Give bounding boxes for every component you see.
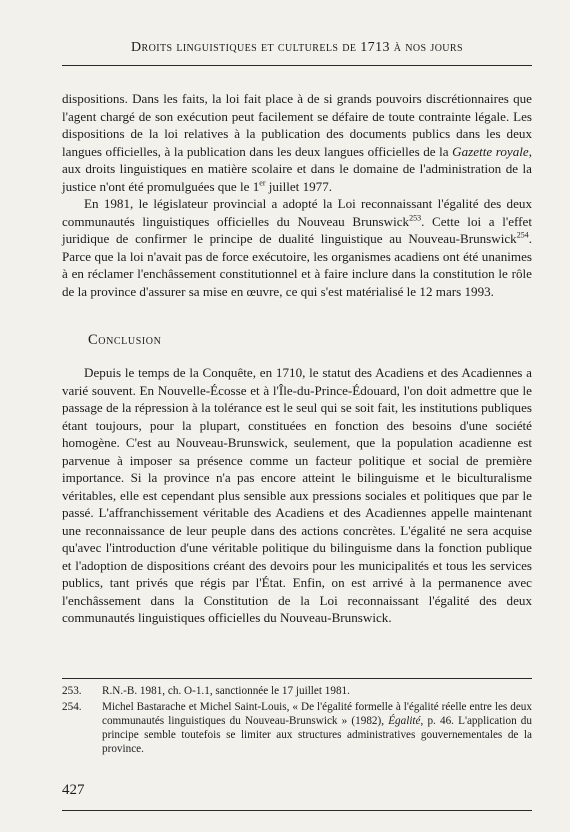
conclusion-paragraph: Depuis le temps de la Conquête, en 1710, le statut des Acadiens et des Acadiennes a varié souvent. En Nouvelle-Écosse et à l'Île-du-Prince-Édouard, l'on doit admettre que le passage de la répression à la tolérance est le seul qui se soit fait, les institutions publiques étant toujours, pour la plupart, constituées en fonction des besoins d'une société homogène. C'est au Nouveau-Brunswick, seulement, que la population acadienne est parvenue à imposer sa présence comme un facteur politique et social de première importance. Si la province n'a pas encore atteint le bilinguisme et le biculturalisme véritables, elle est cependant plus sensible aux pressions sociales et politiques que par le passé. L'affranchissement véritable des Acadiens et des Acadiennes appelle maintenant une reconnaissance de leur peuple dans des actions concrètes. L'égalité ne sera acquise qu'avec l'introduction d'une véritable politique du bilinguisme dans la fonction publique et l'adoption de dispositions créant des devoirs pour les municipalités et tous les services publics, tant privés que régis par l'État. Enfin, on est arrivé à la permanence avec l'enchâssement dans la Constitution de la Loi reconnaissant l'égalité des deux communautés linguistiques officielles du Nouveau-Brunswick. [62, 365, 532, 625]
running-title: Droits linguistiques et culturels de 1713 à nos jours [131, 40, 463, 55]
paragraph-1-text-cont: , aux droits linguistiques en matière scolaire et dans le domaine de l'administration de la justice n'ont été promulguées que le 1 [62, 143, 532, 194]
footnote-text-b: , p. 46. L'application du principe semble toutefois se limiter aux structures administratives gouvernementales de la province. [102, 715, 532, 755]
footnote-254 [62, 700, 532, 756]
conclusion-body [62, 364, 532, 627]
footnote-text-a: Michel Bastarache et Michel Saint-Louis, « De l'égalité formelle à l'égalité réelle entre les deux communautés linguistiques du Nouveau-Brunswick » (1982), [102, 701, 532, 727]
header-rule [62, 65, 532, 66]
footnote-text: R.N.-B. 1981, ch. O-1.1, sanctionnée le 17 juillet 1981. [102, 685, 350, 697]
page-number: 427 [62, 782, 85, 798]
footnote-253 [62, 684, 532, 698]
body-text [62, 90, 532, 300]
footnote-number: 254. [62, 701, 82, 713]
footnote-ref-254[interactable]: 254 [516, 230, 529, 240]
paragraph-1-end: juillet 1977. [265, 178, 333, 194]
paragraph-2 [62, 195, 532, 300]
section-heading: Conclusion [88, 332, 162, 348]
footnotes [62, 684, 532, 758]
footnote-ref-253[interactable]: 253 [409, 213, 422, 223]
footnote-text [102, 700, 532, 756]
paragraph-2-text-cont: . Cette loi a l'effet juridique de confirmer le principe de dualité linguistique au Nouveau-Brunswick [62, 213, 532, 246]
journal-title: Égalité [388, 715, 421, 727]
footnote-number: 253. [62, 685, 82, 697]
footer-rule [62, 810, 532, 811]
gazette-royale-title: Gazette royale [452, 143, 529, 159]
paragraph-2-end: . Parce que la loi n'avait pas de force exécutoire, les organismes acadiens ont été unanimes à en réclamer l'enchâssement constitutionnel et à faire inclure dans la constitution le rôle de la province d'assurer sa mise en œuvre, ce qui s'est matérialisé le 12 mars 1993. [62, 231, 532, 299]
paragraph-1-text: dispositions. Dans les faits, la loi fait place à de si grands pouvoirs discrétionnaires que l'agent chargé de son exécution peut facilement se défaire de toute contrainte légale. Les dispositions de la loi relatives à la publication des documents publics dans les deux langues officielles, à la publication dans les deux langues officielles de la [62, 91, 532, 159]
paragraph-1 [62, 90, 532, 195]
footnote-rule [62, 678, 532, 679]
ordinal-superscript: er [259, 178, 266, 188]
paragraph-2-text: En 1981, le législateur provincial a adopté la Loi reconnaissant l'égalité des deux communautés linguistiques officielles du Nouveau Brunswick [62, 196, 532, 229]
